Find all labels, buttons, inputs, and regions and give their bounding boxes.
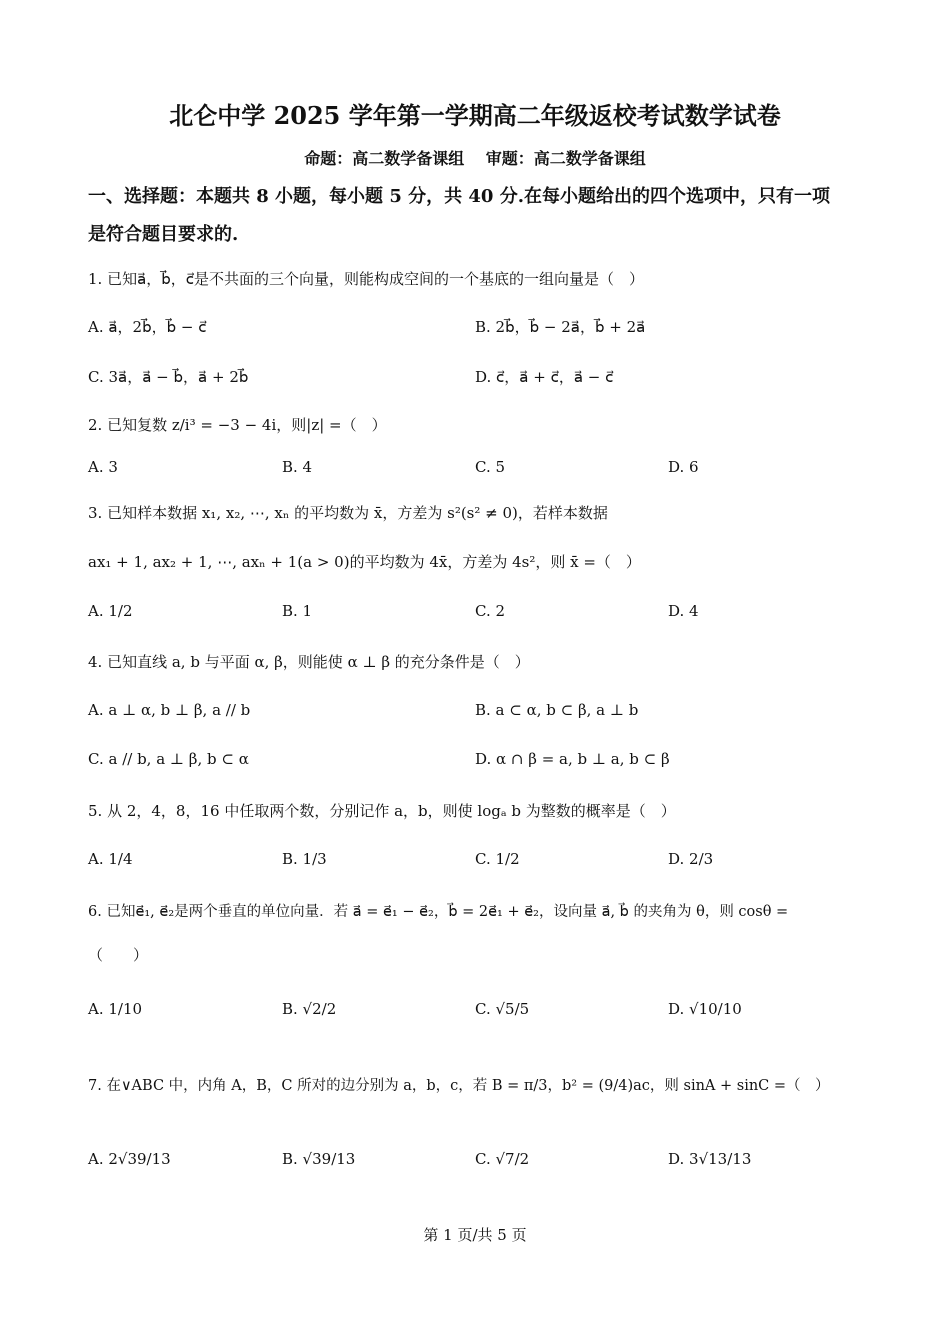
- question-7-option-a: A. 2√39/13: [88, 1150, 171, 1168]
- question-5-option-d: D. 2/3: [668, 850, 714, 868]
- question-3-stem: 3. 已知样本数据 x₁, x₂, ⋯, xₙ 的平均数为 x̄，方差为 s²(s² ≠ 0)，若样本数据: [88, 504, 608, 522]
- question-4-stem: 4. 已知直线 a, b 与平面 α, β，则能使 α ⊥ β 的充分条件是（ ）: [88, 653, 530, 671]
- question-3-option-a: A. 1/2: [88, 602, 133, 620]
- question-3-option-d: D. 4: [668, 602, 699, 620]
- question-6-option-c: C. √5/5: [475, 1000, 530, 1018]
- question-4-option-b: B. a ⊂ α, b ⊂ β, a ⊥ b: [475, 701, 639, 719]
- question-7-option-c: C. √7/2: [475, 1150, 530, 1168]
- question-3-option-b: B. 1: [282, 602, 313, 620]
- question-2-stem: 2. 已知复数 z/i³ = −3 − 4i，则|z| =（ ）: [88, 416, 387, 434]
- section-heading-line1: 一、选择题：本题共 8 小题，每小题 5 分，共 40 分.在每小题给出的四个选项中，只有一项: [88, 186, 830, 207]
- question-1-stem: 1. 已知a⃗，b⃗，c⃗是不共面的三个向量，则能构成空间的一个基底的一组向量是（ ）: [88, 270, 645, 288]
- question-3-stem-line2: ax₁ + 1, ax₂ + 1, ⋯, axₙ + 1(a > 0)的平均数为 4x̄，方差为 4s²，则 x̄ =（ ）: [88, 553, 641, 571]
- question-2-option-c: C. 5: [475, 458, 506, 476]
- question-5-option-b: B. 1/3: [282, 850, 327, 868]
- question-7-option-d: D. 3√13/13: [668, 1150, 752, 1168]
- question-1-option-d: D. c⃗，a⃗ + c⃗，a⃗ − c⃗: [475, 368, 614, 386]
- question-1-option-c: C. 3a⃗，a⃗ − b⃗，a⃗ + 2b⃗: [88, 368, 249, 386]
- question-5-option-a: A. 1/4: [88, 850, 133, 868]
- question-1-option-a: A. a⃗，2b⃗，b⃗ − c⃗: [88, 318, 207, 336]
- question-3-option-c: C. 2: [475, 602, 506, 620]
- question-6-stem: 6. 已知e⃗₁, e⃗₂是两个垂直的单位向量．若 a⃗ = e⃗₁ − e⃗₂，b⃗ = 2e⃗₁ + e⃗₂，设向量 a⃗, b⃗ 的夹角为 θ，则 cosθ =: [88, 904, 789, 920]
- question-5-stem: 5. 从 2，4，8，16 中任取两个数，分别记作 a，b，则使 logₐ b 为整数的概率是（ ）: [88, 802, 676, 820]
- question-2-option-d: D. 6: [668, 458, 699, 476]
- question-6-option-b: B. √2/2: [282, 1000, 337, 1018]
- question-6-option-d: D. √10/10: [668, 1000, 742, 1018]
- question-4-option-a: A. a ⊥ α, b ⊥ β, a // b: [88, 701, 251, 719]
- page-title: 北仑中学 2025 学年第一学期高二年级返校考试数学试卷: [169, 101, 781, 130]
- question-4-option-d: D. α ∩ β = a, b ⊥ a, b ⊂ β: [475, 750, 670, 768]
- question-2-option-a: A. 3: [88, 458, 118, 476]
- question-1-option-b: B. 2b⃗，b⃗ − 2a⃗，b⃗ + 2a⃗: [475, 318, 646, 336]
- question-7-option-b: B. √39/13: [282, 1150, 356, 1168]
- page-subtitle: 命题：高二数学备课组 审题：高二数学备课组: [304, 149, 646, 168]
- section-heading-line2: 是符合题目要求的.: [88, 224, 239, 245]
- question-2-option-b: B. 4: [282, 458, 313, 476]
- page-footer: 第 1 页/共 5 页: [423, 1226, 527, 1244]
- question-5-option-c: C. 1/2: [475, 850, 520, 868]
- question-4-option-c: C. a // b, a ⊥ β, b ⊂ α: [88, 750, 249, 768]
- question-6-stem-line2: （ ）: [88, 946, 149, 964]
- question-7-stem: 7. 在∨ABC 中，内角 A，B，C 所对的边分别为 a，b，c，若 B = π/3，b² = (9/4)ac，则 sinA + sinC =（ ）: [88, 1078, 830, 1094]
- question-6-option-a: A. 1/10: [88, 1000, 143, 1018]
